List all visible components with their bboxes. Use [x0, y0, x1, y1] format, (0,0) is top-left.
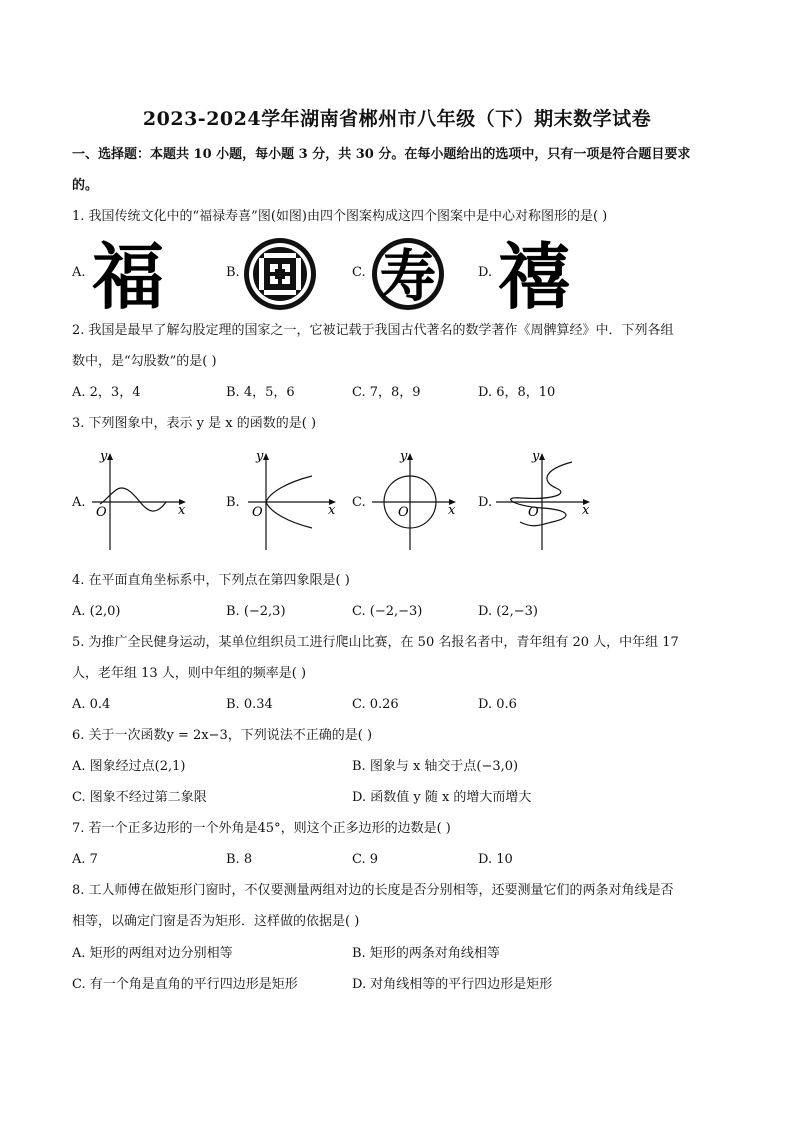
- q8-option-d[interactable]: D. 对角线相等的平行四边形是矩形: [352, 977, 553, 992]
- q2-option-c[interactable]: C. 7，8，9: [352, 385, 421, 400]
- q7-option-c[interactable]: C. 9: [352, 852, 379, 867]
- q3-option-d-label: D.: [478, 495, 493, 510]
- q5-option-b[interactable]: B. 0.34: [226, 697, 273, 712]
- q3a-y-label: y: [100, 449, 108, 464]
- q4-option-a[interactable]: A. (2,0): [72, 604, 121, 619]
- q3-option-b-label: B.: [226, 495, 240, 510]
- section-heading-line2: 的。: [72, 178, 99, 193]
- q3-option-a-label: A.: [72, 495, 86, 510]
- q2-option-d[interactable]: D. 6，8，10: [478, 385, 556, 400]
- q4-option-d[interactable]: D. (2,−3): [478, 604, 538, 619]
- q3c-y-arrow: [407, 453, 413, 460]
- q1-stem: 1. 我国传统文化中的“福禄寿喜”图(如图)由四个图案构成这四个图案中是中心对称图形的是( ): [72, 209, 608, 224]
- q2-stem-line2: 数中，是“勾股数”的是( ): [72, 354, 217, 369]
- q4-stem: 4. 在平面直角坐标系中，下列点在第四象限是( ): [72, 573, 350, 588]
- q2-option-b[interactable]: B. 4，5，6: [226, 385, 295, 400]
- q3d-y-arrow: [539, 453, 545, 460]
- q3-stem: 3. 下列图象中，表示 y 是 x 的函数的是( ): [72, 416, 317, 431]
- q5-option-d[interactable]: D. 0.6: [478, 697, 517, 712]
- q6-option-a[interactable]: A. 图象经过点(2,1): [72, 759, 186, 774]
- q8-stem-line1: 8. 工人师傅在做矩形门窗时，不仅要测量两组对边的长度是否分别相等，还要测量它们的两条对角线是否: [72, 883, 674, 898]
- q1-option-b-label: B.: [226, 265, 240, 280]
- q3b-y-arrow: [263, 453, 269, 460]
- q3d-y-label: y: [532, 449, 540, 464]
- q3a-x-label: x: [178, 503, 186, 518]
- q3b-x-label: x: [328, 503, 336, 518]
- q1-option-a-label: A.: [72, 265, 86, 280]
- q3c-origin: O: [398, 505, 409, 520]
- q1-option-c-glyph: 寿: [380, 244, 436, 310]
- q6-option-c[interactable]: C. 图象不经过第二象限: [72, 790, 207, 805]
- exam-title: 2023-2024学年湖南省郴州市八年级（下）期末数学试卷: [142, 108, 652, 130]
- q1-option-c-label: C.: [352, 265, 366, 280]
- q2-stem-line1: 2. 我国是最早了解勾股定理的国家之一，它被记载于我国古代著名的数学著作《周髀算经》中．下列各组: [72, 323, 674, 338]
- q3b-y-label: y: [256, 449, 264, 464]
- q3-option-a-graph: [88, 446, 192, 552]
- q3b-origin: O: [252, 505, 263, 520]
- q3-option-c-graph: [368, 446, 468, 552]
- q2-option-a[interactable]: A. 2，3，4: [72, 385, 141, 400]
- q5-option-c[interactable]: C. 0.26: [352, 697, 399, 712]
- q5-option-a[interactable]: A. 0.4: [72, 697, 111, 712]
- q1-option-c-emblem: [370, 236, 446, 312]
- q3d-curve: [511, 462, 572, 526]
- q3-option-b-graph: [244, 446, 344, 552]
- q7-option-a[interactable]: A. 7: [72, 852, 98, 867]
- q4-option-c[interactable]: C. (−2,−3): [352, 604, 423, 619]
- q5-stem-line2: 人，老年组 13 人，则中年组的频率是( ): [72, 666, 307, 681]
- q8-option-a[interactable]: A. 矩形的两组对边分别相等: [72, 946, 233, 961]
- q1-option-d-label: D.: [478, 265, 493, 280]
- q7-option-b[interactable]: B. 8: [226, 852, 253, 867]
- q5-stem-line1: 5. 为推广全民健身运动，某单位组织员工进行爬山比赛，在 50 名报名者中，青年组有 20 人，中年组 17: [72, 635, 679, 650]
- q6-stem: 6. 关于一次函数y = 2x−3，下列说法不正确的是( ): [72, 728, 373, 743]
- q3d-x-label: x: [582, 503, 590, 518]
- q4-option-b[interactable]: B. (−2,3): [226, 604, 286, 619]
- q8-option-b[interactable]: B. 矩形的两条对角线相等: [352, 946, 500, 961]
- q1-option-a-emblem: [88, 236, 168, 312]
- q8-option-c[interactable]: C. 有一个角是直角的平行四边形是矩形: [72, 977, 298, 992]
- q7-stem: 7. 若一个正多边形的一个外角是45°，则这个正多边形的边数是( ): [72, 821, 451, 836]
- q3c-x-label: x: [448, 503, 456, 518]
- q6-option-b[interactable]: B. 图象与 x 轴交于点(−3,0): [352, 759, 519, 774]
- q7-option-d[interactable]: D. 10: [478, 852, 513, 867]
- section-heading-line1: 一、选择题：本题共 10 小题，每小题 3 分，共 30 分。在每小题给出的选项中，只有一项是符合题目要求: [72, 147, 691, 162]
- q3-option-d-graph: [492, 446, 602, 552]
- q3c-y-label: y: [400, 449, 408, 464]
- q1-option-d-glyph: 禧: [497, 236, 571, 312]
- q1-option-a-glyph: 福: [91, 236, 165, 312]
- q8-stem-line2: 相等，以确定门窗是否为矩形．这样做的依据是( ): [72, 914, 360, 929]
- q6-option-d[interactable]: D. 函数值 y 随 x 的增大而增大: [352, 790, 532, 805]
- q3a-origin: O: [96, 505, 107, 520]
- q3d-origin: O: [528, 505, 539, 520]
- q3-option-c-label: C.: [352, 495, 366, 510]
- q1-option-b-emblem: [242, 236, 318, 312]
- q3a-y-arrow: [107, 453, 113, 460]
- q1-option-d-emblem: [494, 236, 574, 312]
